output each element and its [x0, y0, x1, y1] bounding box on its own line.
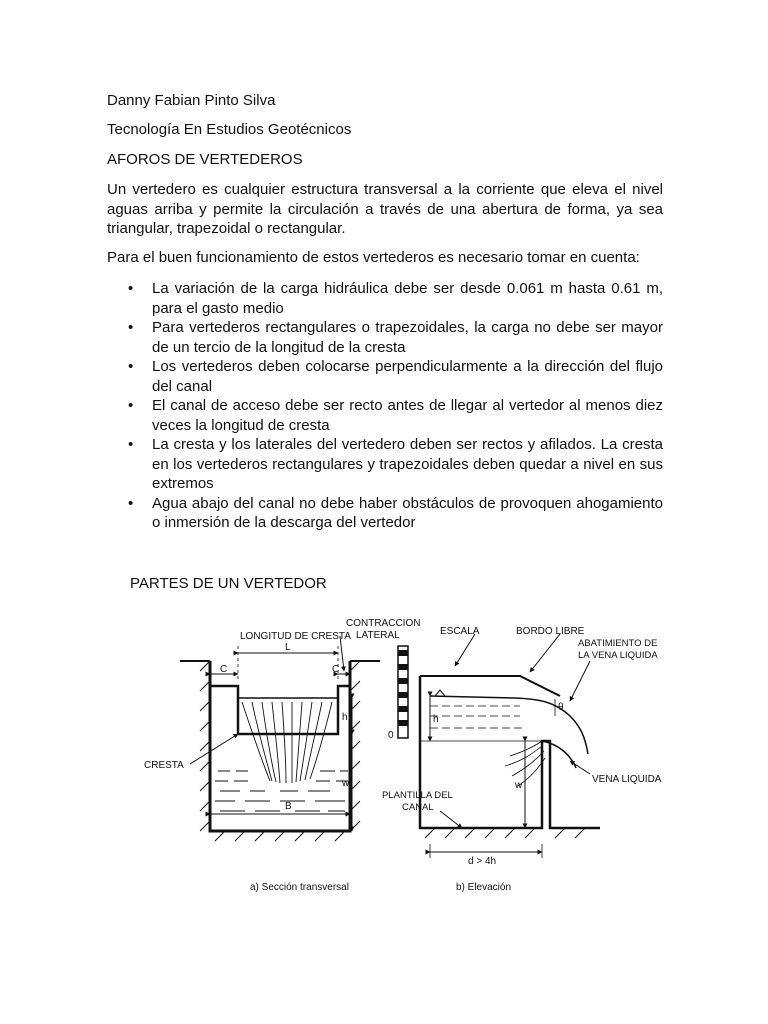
label-abatimiento: ABATIMIENTO DE — [578, 638, 658, 649]
weir-diagram — [130, 606, 670, 906]
list-item: • La variación de la carga hidráulica debe ser desde 0.061 m hasta 0.61 m, para el gasto medio — [107, 279, 663, 318]
list-item: • Agua abajo del canal no debe haber obstáculos de provoquen ahogamiento o inmersión de la descarga del vertedor — [107, 494, 663, 533]
elevation-view — [398, 634, 600, 858]
program-name: Tecnología En Estudios Geotécnicos — [107, 121, 352, 138]
label-zero: 0 — [388, 730, 394, 741]
label-w-elevation: w — [515, 780, 523, 791]
document-heading: AFOROS DE VERTEDEROS — [107, 151, 303, 168]
label-canal: CANAL — [402, 802, 434, 813]
requirements-list — [107, 279, 663, 533]
label-contraccion: CONTRACCION — [346, 618, 421, 629]
cross-section-view — [180, 636, 380, 841]
weir-diagram-svg — [130, 606, 670, 906]
label-d: d > 4h — [468, 856, 497, 867]
label-w-section: w — [342, 778, 350, 789]
list-item: • Para vertederos rectangulares o trapezoidales, la carga no debe ser mayor de un tercio de la longitud de la cresta — [107, 318, 663, 357]
label-h-section: h — [342, 712, 348, 723]
label-lateral: LATERAL — [356, 630, 400, 641]
label-vena-liquida-top: LA VENA LIQUIDA — [578, 650, 658, 661]
caption-b: b) Elevación — [456, 882, 512, 893]
label-C-left: C — [220, 664, 228, 675]
label-C-right: C — [332, 664, 340, 675]
caption-a: a) Sección transversal — [250, 882, 349, 893]
label-plantilla: PLANTILLA DEL — [382, 790, 453, 801]
list-item: • Los vertederos deben colocarse perpendicularmente a la dirección del flujo del canal — [107, 357, 663, 396]
label-vena-liquida: VENA LIQUIDA — [592, 774, 662, 785]
lead-paragraph: Para el buen funcionamiento de estos vertederos es necesario tomar en cuenta: — [107, 249, 640, 266]
section-title: PARTES DE UN VERTEDOR — [130, 575, 327, 592]
list-item: • La cresta y los laterales del vertedero deben ser rectos y afilados. La cresta en los vertederos rectangulares y trapezoidales deben quedar a nivel en sus extremos — [107, 435, 663, 494]
label-B: B — [285, 801, 292, 812]
label-cresta: CRESTA — [144, 760, 184, 771]
intro-paragraph: Un vertedero es cualquier estructura transversal a la corriente que eleva el nivel aguas arriba y permite la circulación a través de una abertura de forma, ya sea triangular, trapezoidal o rectangular. — [107, 181, 663, 237]
label-L: L — [285, 642, 291, 653]
author-name: Danny Fabian Pinto Silva — [107, 92, 276, 109]
label-theta: θ — [558, 702, 564, 713]
label-longitud-cresta: LONGITUD DE CRESTA — [240, 631, 351, 642]
label-escala: ESCALA — [440, 626, 480, 637]
label-bordo-libre: BORDO LIBRE — [516, 626, 585, 637]
list-item: • El canal de acceso debe ser recto antes de llegar al vertedor al menos diez veces la longitud de cresta — [107, 396, 663, 435]
label-h-elevation: h — [433, 714, 439, 725]
